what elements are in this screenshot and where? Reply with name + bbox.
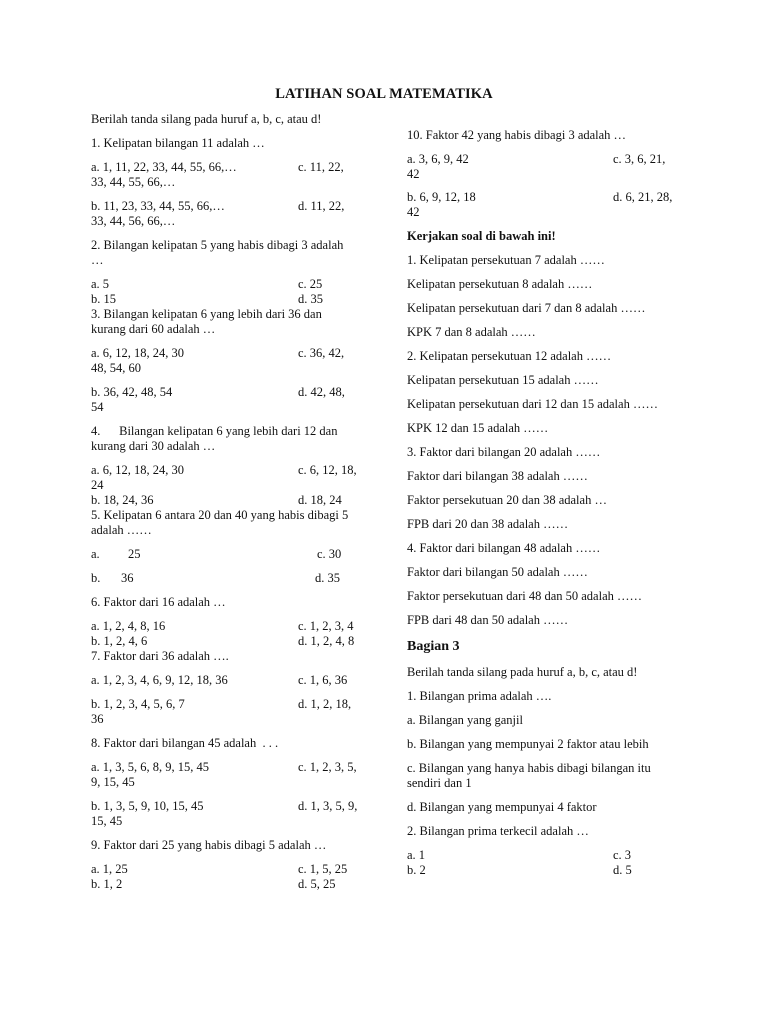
option-c: c. 1, 6, 36: [298, 673, 348, 687]
option-b: b. 6, 9, 12, 18: [407, 190, 476, 204]
option-b: b. Bilangan yang mempunyai 2 faktor atau lebih: [407, 737, 649, 751]
question-5-options-bd: [91, 571, 366, 586]
option-a: a. 1, 2, 3, 4, 6, 9, 12, 18, 36: [91, 673, 228, 687]
option-d: d. 35: [298, 292, 323, 306]
option-continued: 36: [91, 712, 104, 726]
question-4-continued: kurang dari 30 adalah …: [91, 439, 216, 453]
question-10: 10. Faktor 42 yang habis dibagi 3 adalah …: [407, 128, 627, 142]
option-c: c. 11, 22,: [298, 160, 344, 174]
option-b: b. 15: [91, 292, 116, 306]
option-continued: 48, 54, 60: [91, 361, 141, 375]
option-b: b. 1, 2, 4, 6: [91, 634, 148, 648]
option-c: c. 3: [613, 848, 632, 862]
option-a: a. 6, 12, 18, 24, 30: [91, 346, 185, 360]
instruction-text: Berilah tanda silang pada huruf a, b, c, atau d!: [407, 665, 638, 679]
essay-line: Faktor dari bilangan 38 adalah ……: [407, 469, 588, 483]
option-continued: 24: [91, 478, 104, 492]
option-c: c. 25: [298, 277, 323, 291]
essay-line: KPK 7 dan 8 adalah ……: [407, 325, 536, 339]
question-7: 7. Faktor dari 36 adalah ….: [91, 649, 229, 663]
option-a: a. 6, 12, 18, 24, 30: [91, 463, 185, 477]
question-2-continued: …: [91, 253, 104, 267]
option-b: b. 1, 2: [91, 877, 123, 891]
option-b-continued: 33, 44, 56, 66,…: [91, 214, 176, 228]
option-continued: 42: [407, 205, 420, 219]
option-b-letter: b.: [91, 571, 101, 585]
question-4: 4. Bilangan kelipatan 6 yang lebih dari 12 dan: [91, 424, 338, 438]
question-6: 6. Faktor dari 16 adalah …: [91, 595, 226, 609]
question-5-continued: adalah ……: [91, 523, 152, 537]
option-d: d. 1, 3, 5, 9,: [298, 799, 358, 813]
question-1: 1. Kelipatan bilangan 11 adalah …: [91, 136, 265, 150]
question-3-options-ac: [91, 346, 366, 361]
question-8-options-ac: [91, 760, 366, 775]
question-2-options-ac: [91, 277, 366, 292]
essay-line: 1. Kelipatan persekutuan 7 adalah ……: [407, 253, 605, 267]
question-2: 2. Bilangan kelipatan 5 yang habis dibagi 3 adalah: [91, 238, 344, 252]
option-continued: 9, 15, 45: [91, 775, 135, 789]
essay-heading: Kerjakan soal di bawah ini!: [407, 229, 556, 243]
left-column: [91, 112, 366, 892]
option-a: a. 1: [407, 848, 426, 862]
option-continued: 42: [407, 167, 420, 181]
question-9: 9. Faktor dari 25 yang habis dibagi 5 adalah …: [91, 838, 327, 852]
question-1-options-ac: [91, 160, 366, 175]
question-b1: 1. Bilangan prima adalah ….: [407, 689, 552, 703]
option-d: d. 5: [613, 863, 632, 877]
option-c-continued: sendiri dan 1: [407, 776, 472, 790]
option-a: a. 1, 11, 22, 33, 44, 55, 66,…: [91, 160, 237, 174]
option-d: d. 5, 25: [298, 877, 336, 891]
instruction-text: Berilah tanda silang pada huruf a, b, c, atau d!: [91, 112, 322, 126]
essay-line: KPK 12 dan 15 adalah ……: [407, 421, 549, 435]
section-heading-bagian-3: Bagian 3: [407, 639, 460, 654]
option-a: a. 1, 3, 5, 6, 8, 9, 15, 45: [91, 760, 210, 774]
right-column: [407, 128, 682, 878]
option-continued: 15, 45: [91, 814, 123, 828]
essay-line: FPB dari 20 dan 38 adalah ……: [407, 517, 569, 531]
option-a: a. Bilangan yang ganjil: [407, 713, 523, 727]
essay-line: Kelipatan persekutuan dari 7 dan 8 adalah ……: [407, 301, 646, 315]
essay-line: Kelipatan persekutuan 15 adalah ……: [407, 373, 599, 387]
essay-line: Faktor dari bilangan 50 adalah ……: [407, 565, 588, 579]
option-a: a. 1, 25: [91, 862, 128, 876]
option-c: c. 3, 6, 21,: [613, 152, 666, 166]
question-5-options-ac: [91, 547, 366, 562]
question-6-options-ac: [91, 619, 366, 634]
option-c: c. 1, 5, 25: [298, 862, 348, 876]
option-a-value: 25: [128, 547, 141, 561]
essay-line: FPB dari 48 dan 50 adalah ……: [407, 613, 569, 627]
question-6-options-bd: [91, 634, 366, 649]
question-7-options-ac: [91, 673, 366, 688]
option-d: d. 1, 2, 4, 8: [298, 634, 355, 648]
option-b: b. 18, 24, 36: [91, 493, 154, 507]
option-a: a. 3, 6, 9, 42: [407, 152, 469, 166]
option-d: d. 18, 24: [298, 493, 342, 507]
essay-line: 2. Kelipatan persekutuan 12 adalah ……: [407, 349, 612, 363]
option-a: a. 1, 2, 4, 8, 16: [91, 619, 166, 633]
question-10-options-bd: [407, 190, 682, 205]
option-d: d. Bilangan yang mempunyai 4 faktor: [407, 800, 597, 814]
option-d: d. 6, 21, 28,: [613, 190, 673, 204]
question-10-options-ac: [407, 152, 682, 167]
option-b-value: 36: [121, 571, 134, 585]
question-3: 3. Bilangan kelipatan 6 yang lebih dari 36 dan: [91, 307, 322, 321]
question-b2: 2. Bilangan prima terkecil adalah …: [407, 824, 589, 838]
question-7-options-bd: [91, 697, 366, 712]
question-2-options-bd: [91, 292, 366, 307]
question-9-options-bd: [91, 877, 366, 892]
option-continued: 54: [91, 400, 104, 414]
option-c: c. 1, 2, 3, 5,: [298, 760, 357, 774]
option-d: d. 42, 48,: [298, 385, 345, 399]
essay-line: 3. Faktor dari bilangan 20 adalah ……: [407, 445, 601, 459]
option-b: b. 1, 2, 3, 4, 5, 6, 7: [91, 697, 185, 711]
document-title: LATIHAN SOAL MATEMATIKA: [275, 86, 493, 102]
question-4-options-bd: [91, 493, 366, 508]
option-b: b. 2: [407, 863, 426, 877]
option-a-continued: 33, 44, 55, 66,…: [91, 175, 176, 189]
essay-line: Kelipatan persekutuan 8 adalah ……: [407, 277, 593, 291]
option-d: d. 35: [315, 571, 340, 585]
question-1-options-bd: [91, 199, 366, 214]
question-b2-options-bd: [407, 863, 682, 878]
option-c: c. 1, 2, 3, 4: [298, 619, 354, 633]
question-3-options-bd: [91, 385, 366, 400]
option-c: c. Bilangan yang hanya habis dibagi bilangan itu: [407, 761, 651, 775]
question-8-options-bd: [91, 799, 366, 814]
option-b: b. 36, 42, 48, 54: [91, 385, 173, 399]
option-c: c. 30: [317, 547, 342, 561]
question-5: 5. Kelipatan 6 antara 20 dan 40 yang habis dibagi 5: [91, 508, 349, 522]
question-3-continued: kurang dari 60 adalah …: [91, 322, 216, 336]
option-d: d. 1, 2, 18,: [298, 697, 352, 711]
option-a: a. 5: [91, 277, 110, 291]
option-c: c. 6, 12, 18,: [298, 463, 357, 477]
question-8: 8. Faktor dari bilangan 45 adalah . . .: [91, 736, 279, 750]
option-a-letter: a.: [91, 547, 100, 561]
option-c: c. 36, 42,: [298, 346, 345, 360]
essay-line: Faktor persekutuan 20 dan 38 adalah …: [407, 493, 607, 507]
question-4-options-ac: [91, 463, 366, 478]
essay-line: Faktor persekutuan dari 48 dan 50 adalah ……: [407, 589, 643, 603]
essay-line: Kelipatan persekutuan dari 12 dan 15 adalah ……: [407, 397, 658, 411]
question-b2-options-ac: [407, 848, 682, 863]
option-b: b. 11, 23, 33, 44, 55, 66,…: [91, 199, 225, 213]
option-d: d. 11, 22,: [298, 199, 345, 213]
question-9-options-ac: [91, 862, 366, 877]
essay-line: 4. Faktor dari bilangan 48 adalah ……: [407, 541, 601, 555]
option-b: b. 1, 3, 5, 9, 10, 15, 45: [91, 799, 204, 813]
